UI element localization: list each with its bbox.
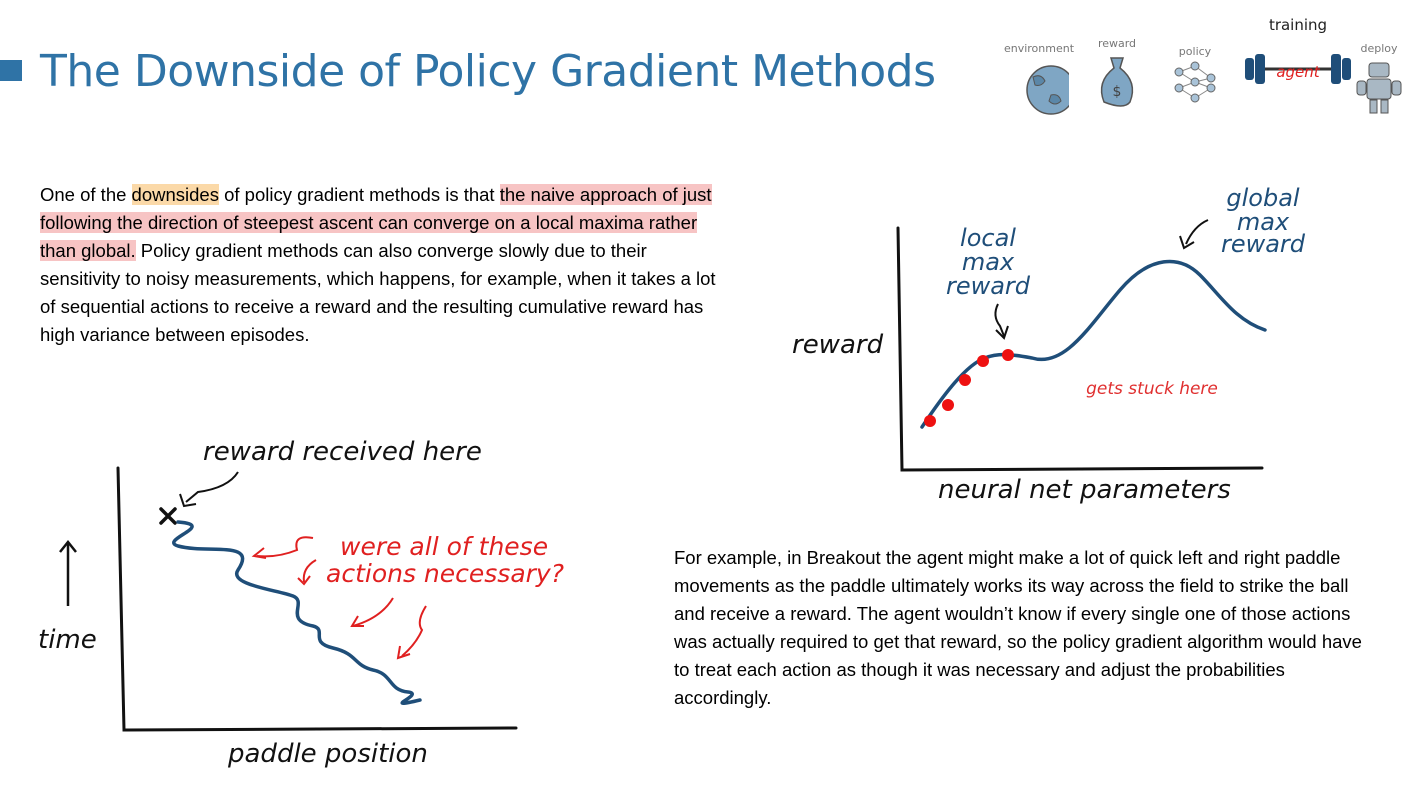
reward-x-mark [161,509,175,523]
agent-label: agent [1276,63,1320,81]
global-max-label-line2: max [1236,208,1290,236]
paddle-position-label: paddle position [228,739,428,769]
gradient-step-dot [942,399,954,411]
gradient-step-dot [977,355,989,367]
stage-label-deploy: deploy [1360,42,1398,55]
reward-axis-label: reward [792,330,884,360]
stuck-label: gets stuck here [1086,379,1218,399]
local-max-label-line1: local [960,224,1016,252]
highlight-downsides: downsides [131,184,219,205]
paddle-path-diagram [28,430,628,795]
pipeline-stage-deploy [1353,42,1404,120]
stage-label-training: training [1268,16,1328,34]
global-max-label-line3: reward [1220,230,1306,258]
money-bag-icon [1087,50,1147,116]
gradient-step-dot [1002,349,1014,361]
global-max-arrow [1186,220,1208,244]
local-max-label-line3: reward [945,272,1031,300]
intro-text-3: Policy gradient methods can also converge slowly due to their sensitivity to noisy measurements, which happens, for example, when it takes a lot of sequential actions to receive a reward and the resulting cumulative reward has high variance between episodes. [40,240,716,345]
highlight-local-maxima: the naive approach of just following the direction of steepest ascent can converge on a local maxima rather than global. [40,184,712,261]
reward-received-label: reward received here [203,437,482,467]
local-max-label-line2: max [961,248,1015,276]
reward-axes [898,228,1262,470]
pipeline-stage-environment [999,42,1079,120]
intro-text-2: of policy gradient methods is that [218,184,500,205]
globe-icon [1009,55,1069,115]
params-axis-label: neural net parameters [938,475,1231,505]
pipeline-stage-reward [1087,37,1147,121]
intro-paragraph [40,181,730,349]
intro-text-1: One of the [40,184,132,205]
reward-received-arrow [186,472,238,502]
title-bullet [0,60,22,81]
pipeline-stage-training [1243,16,1353,99]
rl-pipeline-strip [995,12,1404,122]
global-max-label-line1: global [1226,184,1300,212]
reward-landscape-diagram [780,180,1340,510]
neural-network-icon [1165,58,1225,108]
gradient-step-dot [959,374,971,386]
svg-text:$: $ [1112,84,1122,100]
gradient-step-dot [924,415,936,427]
stage-label-reward: reward [1097,37,1137,50]
pipeline-stage-policy [1165,45,1225,113]
breakout-example-paragraph: For example, in Breakout the agent might make a lot of quick left and right paddle movements as the paddle ultimately works its way across the field to strike the ball and receive a reward. The agent wouldn’t know if every single one of those actions was actually required to get that reward, so the policy gradient algorithm would have to treat each action as though it was necessary and adjust the probabilities accordingly. [674,547,1362,708]
page-title: The Downside of Policy Gradient Methods [40,46,936,97]
stage-label-environment: environment [1003,42,1075,55]
barbell-icon [1243,34,1353,94]
time-axis-label: time [38,625,97,655]
question-label-line1: were all of these [340,532,549,561]
paddle-axes [118,468,516,730]
stage-label-policy: policy [1178,45,1212,58]
question-label-line2: actions necessary? [326,559,564,588]
robot-icon [1353,55,1404,115]
